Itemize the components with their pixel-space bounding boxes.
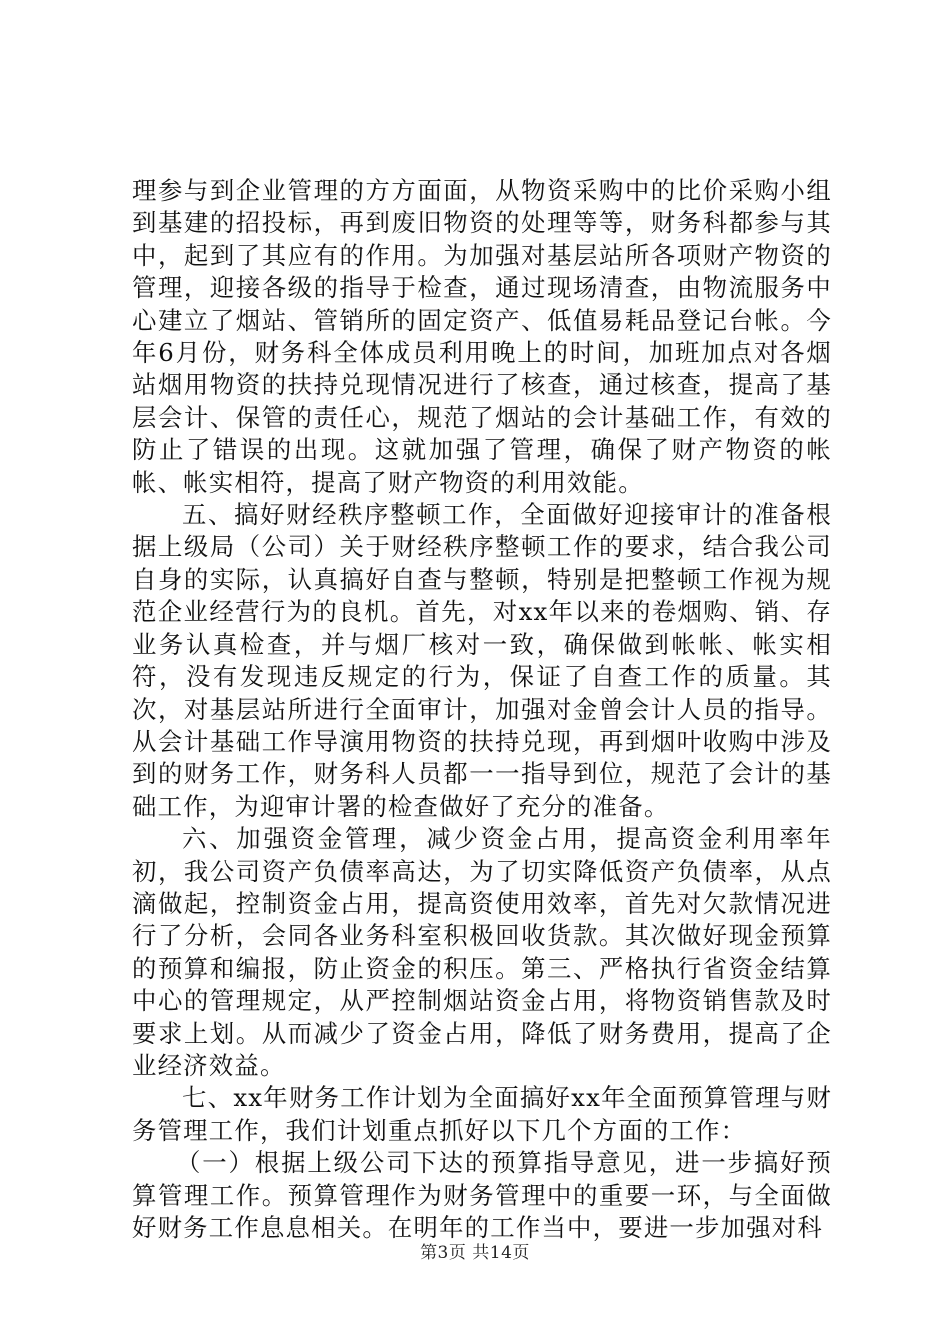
paragraph-section-six: 六、加强资金管理，减少资金占用，提高资金利用率年初，我公司资产负债率高达，为了切实降低资产负债率，从点滴做起，控制资金占用，提高资使用效率，首先对欠款情况进行了分析，会同各业务科室积极回收货款。其次做好现金预算的预算和编报，防止资金的积压。第三、严格执行省资金结算中心的管理规定，从严控制烟站资金占用，将物资销售款及时要求上划。从而减少了资金占用，降低了财务费用，提高了企业经济效益。 bbox=[132, 824, 832, 1080]
paragraph-subsection-one: （一）根据上级公司下达的预算指导意见，进一步搞好预算管理工作。预算管理作为财务管理中的重要一环，与全面做好财务工作息息相关。在明年的工作当中，要进一步加强对科 bbox=[132, 1148, 832, 1242]
document-body bbox=[132, 175, 832, 1244]
page-number-footer: 第3页 共14页 bbox=[420, 1243, 530, 1263]
paragraph-section-five: 五、搞好财经秩序整顿工作，全面做好迎接审计的准备根据上级局（公司）关于财经秩序整顿工作的要求，结合我公司自身的实际，认真搞好自查与整顿，特别是把整顿工作视为规范企业经营行为的良机。首先，对xx年以来的卷烟购、销、存业务认真检查，并与烟厂核对一致，确保做到帐帐、帐实相符，没有发现违反规定的行为，保证了自查工作的质量。其次，对基层站所进行全面审计，加强对金曾会计人员的指导。从会计基础工作导演用物资的扶持兑现，再到烟叶收购中涉及到的财务工作，财务科人员都一一指导到位，规范了会计的基础工作，为迎审计署的检查做好了充分的准备。 bbox=[132, 500, 832, 821]
paragraph-section-seven: 七、xx年财务工作计划为全面搞好xx年全面预算管理与财务管理工作，我们计划重点抓好以下几个方面的工作： bbox=[132, 1083, 832, 1145]
paragraph-continuation: 理参与到企业管理的方方面面，从物资采购中的比价采购小组到基建的招投标，再到废旧物资的处理等等，财务科都参与其中，起到了其应有的作用。为加强对基层站所各项财产物资的管理，迎接各级的指导于检查，通过现场清查，由物流服务中心建立了烟站、管销所的固定资产、低值易耗品登记台帐。今年6月份，财务科全体成员利用晚上的时间，加班加点对各烟站烟用物资的扶持兑现情况进行了核查，通过核查，提高了基层会计、保管的责任心，规范了烟站的会计基础工作，有效的防止了错误的出现。这就加强了管理，确保了财产物资的帐帐、帐实相符，提高了财产物资的利用效能。 bbox=[132, 176, 832, 497]
